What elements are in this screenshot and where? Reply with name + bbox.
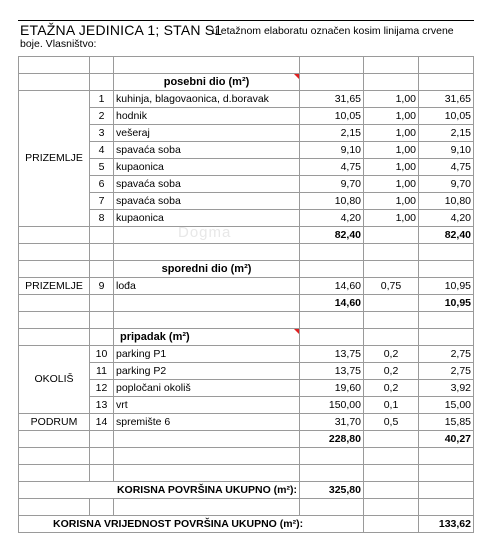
- room-area: 13,75: [300, 346, 364, 363]
- room-area: 9,10: [300, 142, 364, 159]
- room-name: spavaća soba: [114, 193, 300, 210]
- subtotal-row: [19, 227, 474, 244]
- posebni-sum-total: 82,40: [419, 227, 474, 244]
- room-name: spremište 6: [114, 414, 300, 431]
- room-total: 10,80: [419, 193, 474, 210]
- pripadak-header: pripadak (m²): [114, 329, 300, 346]
- room-total: 10,95: [419, 278, 474, 295]
- table-row: [19, 414, 474, 431]
- subtotal-row: [19, 431, 474, 448]
- room-total: 9,10: [419, 142, 474, 159]
- sporedni-sum-area: 14,60: [300, 295, 364, 312]
- section-header-row: [19, 74, 474, 91]
- room-area: 31,70: [300, 414, 364, 431]
- room-coef: 0,2: [364, 346, 419, 363]
- room-coef: 1,00: [364, 176, 419, 193]
- room-coef: 1,00: [364, 125, 419, 142]
- room-total: 2,75: [419, 363, 474, 380]
- room-coef: 0,1: [364, 397, 419, 414]
- row-index: 5: [90, 159, 114, 176]
- room-area: 150,00: [300, 397, 364, 414]
- room-area: 19,60: [300, 380, 364, 397]
- spacer-row: [19, 312, 474, 329]
- red-marker-icon: [294, 329, 299, 334]
- unit-title: ETAŽNA JEDINICA 1; STAN S1: [20, 22, 223, 38]
- pripadak-sum-area: 228,80: [300, 431, 364, 448]
- table-row: [19, 278, 474, 295]
- room-coef: 1,00: [364, 193, 419, 210]
- title-row: [18, 20, 474, 39]
- row-index: 12: [90, 380, 114, 397]
- room-name: parking P1: [114, 346, 300, 363]
- spacer-row: [19, 244, 474, 261]
- room-area: 14,60: [300, 278, 364, 295]
- room-coef: 1,00: [364, 210, 419, 227]
- room-total: 2,75: [419, 346, 474, 363]
- room-area: 13,75: [300, 363, 364, 380]
- unit-description: u etažnom elaboratu označen kosim linijama crvene: [212, 25, 454, 37]
- posebni-header: posebni dio (m²): [114, 74, 300, 91]
- room-total: 15,85: [419, 414, 474, 431]
- group-label-prizemlje: PRIZEMLJE: [19, 278, 90, 295]
- vrijednost-label: KORISNA VRIJEDNOST POVRŠINA UKUPNO (m²):: [19, 516, 364, 533]
- room-area: 9,70: [300, 176, 364, 193]
- room-coef: 0,2: [364, 380, 419, 397]
- room-name: kupaonica: [114, 210, 300, 227]
- room-total: 31,65: [419, 91, 474, 108]
- room-name: spavaća soba: [114, 142, 300, 159]
- section-header-row: [19, 261, 474, 278]
- room-total: 2,15: [419, 125, 474, 142]
- room-total: 4,75: [419, 159, 474, 176]
- row-index: 2: [90, 108, 114, 125]
- room-coef: 1,00: [364, 159, 419, 176]
- room-total: 10,05: [419, 108, 474, 125]
- room-name: spavaća soba: [114, 176, 300, 193]
- row-index: 14: [90, 414, 114, 431]
- room-total: 3,92: [419, 380, 474, 397]
- table-row: [19, 91, 474, 108]
- room-area: 31,65: [300, 91, 364, 108]
- row-index: 8: [90, 210, 114, 227]
- subtotal-row: [19, 295, 474, 312]
- pripadak-sum-total: 40,27: [419, 431, 474, 448]
- korisna-total-row: [19, 482, 474, 499]
- group-label-okolis: OKOLIŠ: [19, 346, 90, 414]
- row-index: 10: [90, 346, 114, 363]
- room-name: vrt: [114, 397, 300, 414]
- vrijednost-value: 133,62: [419, 516, 474, 533]
- room-name: popločani okoliš: [114, 380, 300, 397]
- room-total: 9,70: [419, 176, 474, 193]
- spacer-row: [19, 448, 474, 465]
- room-total: 15,00: [419, 397, 474, 414]
- room-coef: 1,00: [364, 108, 419, 125]
- row-index: 7: [90, 193, 114, 210]
- room-area: 10,05: [300, 108, 364, 125]
- row-index: 3: [90, 125, 114, 142]
- room-name: vešeraj: [114, 125, 300, 142]
- sporedni-sum-total: 10,95: [419, 295, 474, 312]
- row-index: 6: [90, 176, 114, 193]
- room-area: 4,20: [300, 210, 364, 227]
- room-name: hodnik: [114, 108, 300, 125]
- room-coef: 0,75: [364, 278, 419, 295]
- room-name: parking P2: [114, 363, 300, 380]
- korisna-label: KORISNA POVRŠINA UKUPNO (m²):: [19, 482, 300, 499]
- room-area: 4,75: [300, 159, 364, 176]
- area-table: [18, 56, 474, 533]
- unit-description-continued: boje. Vlasništvo:: [20, 38, 97, 50]
- vrijednost-total-row: [19, 516, 474, 533]
- room-name: kuhinja, blagovaonica, d.boravak: [114, 91, 300, 108]
- room-name: kupaonica: [114, 159, 300, 176]
- row-index: 11: [90, 363, 114, 380]
- spacer-row: [19, 499, 474, 516]
- room-coef: 1,00: [364, 91, 419, 108]
- table-row: [19, 346, 474, 363]
- group-label-prizemlje: PRIZEMLJE: [19, 91, 90, 227]
- red-marker-icon: [294, 74, 299, 79]
- room-area: 2,15: [300, 125, 364, 142]
- spacer-row: [19, 57, 474, 74]
- room-name: lođa: [114, 278, 300, 295]
- room-coef: 1,00: [364, 142, 419, 159]
- spacer-row: [19, 465, 474, 482]
- section-header-row: [19, 329, 474, 346]
- room-coef: 0,2: [364, 363, 419, 380]
- room-total: 4,20: [419, 210, 474, 227]
- row-index: 13: [90, 397, 114, 414]
- room-area: 10,80: [300, 193, 364, 210]
- sporedni-header: sporedni dio (m²): [114, 261, 300, 278]
- korisna-value: 325,80: [300, 482, 364, 499]
- watermark: Dogma: [178, 224, 232, 241]
- row-index: 1: [90, 91, 114, 108]
- group-label-podrum: PODRUM: [19, 414, 90, 431]
- posebni-sum-area: 82,40: [300, 227, 364, 244]
- row-index: 9: [90, 278, 114, 295]
- row-index: 4: [90, 142, 114, 159]
- room-coef: 0,5: [364, 414, 419, 431]
